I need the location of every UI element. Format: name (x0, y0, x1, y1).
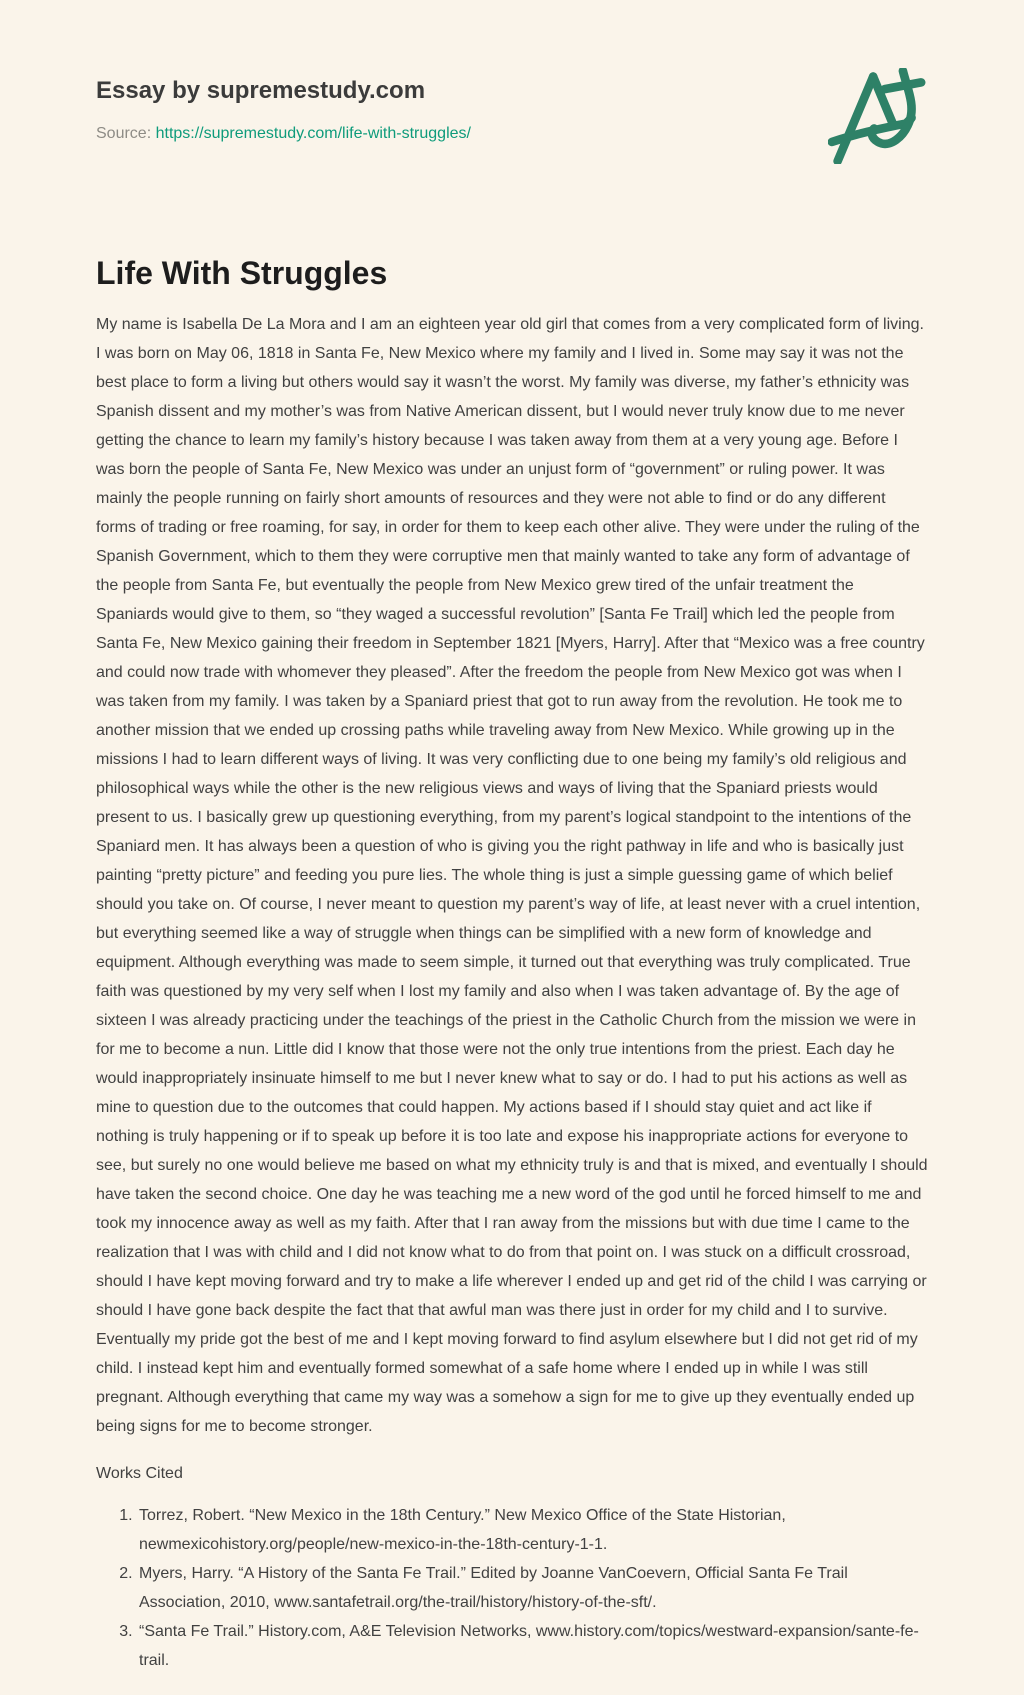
source-label: Source: (96, 125, 152, 142)
citation-item: 3. “Santa Fe Trail.” History.com, A&E Television Networks, www.history.com/topics/westward-expansion/sante-fe-trail. (137, 1617, 928, 1675)
a-plus-logo-icon (828, 68, 926, 164)
citation-item: 2. Myers, Harry. “A History of the Santa Fe Trail.” Edited by Joanne VanCoevern, Official Santa Fe Trail Association, 2010, www.santafetrail.org/the-trail/history/history-of-the-sft/. (137, 1559, 928, 1617)
page-header (96, 76, 928, 145)
essay-body-paragraph: My name is Isabella De La Mora and I am an eighteen year old girl that comes from a very complicated form of living. I was born on May 06, 1818 in Santa Fe, New Mexico where my family and I lived in. Some may say it was not the best place to form a living but others would say it wasn’t the worst. My family was diverse, my father’s ethnicity was Spanish dissent and my mother’s was from Native American dissent, but I would never truly know due to me never getting the chance to learn my family’s history because I was taken away from them at a very young age. Before I was born the people of Santa Fe, New Mexico was under an unjust form of “government” or ruling power. It was mainly the people running on fairly short amounts of resources and they were not able to find or do any different forms of trading or free roaming, for say, in order for them to keep each other alive. They were under the ruling of the Spanish Government, which to them they were corruptive men that mainly wanted to take any form of advantage of the people from Santa Fe, but eventually the people from New Mexico grew tired of the unfair treatment the Spaniards would give to them, so “they waged a successful revolution” [Santa Fe Trail] which led the people from Santa Fe, New Mexico gaining their freedom in September 1821 [Myers, Harry]. After that “Mexico was a free country and could now trade with whomever they pleased”. After the freedom the people from New Mexico got was when I was taken from my family. I was taken by a Spaniard priest that got to run away from the revolution. He took me to another mission that we ended up crossing paths while traveling away from New Mexico. While growing up in the missions I had to learn different ways of living. It was very conflicting due to one being my family’s old religious and philosophical ways while the other is the new religious views and ways of living that the Spaniard priests would present to us. I basically grew up questioning everything, from my parent’s logical standpoint to the intentions of the Spaniard men. It has always been a question of who is giving you the right pathway in life and who is basically just painting “pretty picture” and feeding you pure lies. The whole thing is just a simple guessing game of which belief should you take on. Of course, I never meant to question my parent’s way of life, at least never with a cruel intention, but everything seemed like a way of struggle when things can be simplified with a new form of knowledge and equipment. Although everything was made to seem simple, it turned out that everything was truly complicated. True faith was questioned by my very self when I lost my family and also when I was taken advantage of. By the age of sixteen I was already practicing under the teachings of the priest in the Catholic Church from the mission we were in for me to become a nun. Little did I know that those were not the only true intentions from the priest. Each day he would inappropriately insinuate himself to me but I never knew what to say or do. I had to put his actions as well as mine to question due to the outcomes that could happen. My actions based if I should stay quiet and act like if nothing is truly happening or if to speak up before it is too late and expose his inappropriate actions for everyone to see, but surely no one would believe me based on what my ethnicity truly is and that is mixed, and eventually I should have taken the second choice. One day he was teaching me a new word of the god until he forced himself to me and took my innocence away as well as my faith. After that I ran away from the missions but with due time I came to the realization that I was with child and I did not know what to do from that point on. I was stuck on a difficult crossroad, should I have kept moving forward and try to make a life wherever I ended up and get rid of the child I was carrying or should I have gone back despite the fact that that awful man was there just in order for my child and I to survive. Eventually my pride got the best of me and I kept moving forward to find asylum elsewhere but I did not get rid of my child. I instead kept him and eventually formed somewhat of a safe home where I ended up in while I was still pregnant. Although everything that came my way was a somehow a sign for me to give up they eventually ended up being signs for me to become stronger. (96, 316, 928, 1435)
works-cited-heading: Works Cited (96, 1465, 183, 1482)
source-link[interactable]: https://supremestudy.com/life-with-struggles/ (155, 125, 471, 142)
citations-list (96, 1501, 928, 1675)
essay-title: Life With Struggles (96, 255, 388, 291)
citation-item: 1. Torrez, Robert. “New Mexico in the 18th Century.” New Mexico Office of the State Historian, newmexicohistory.org/people/new-mexico-in-the-18th-century-1-1. (137, 1501, 928, 1559)
source-line (96, 123, 928, 145)
site-header-title: Essay by supremestudy.com (96, 77, 426, 104)
essay-content (96, 255, 928, 1675)
